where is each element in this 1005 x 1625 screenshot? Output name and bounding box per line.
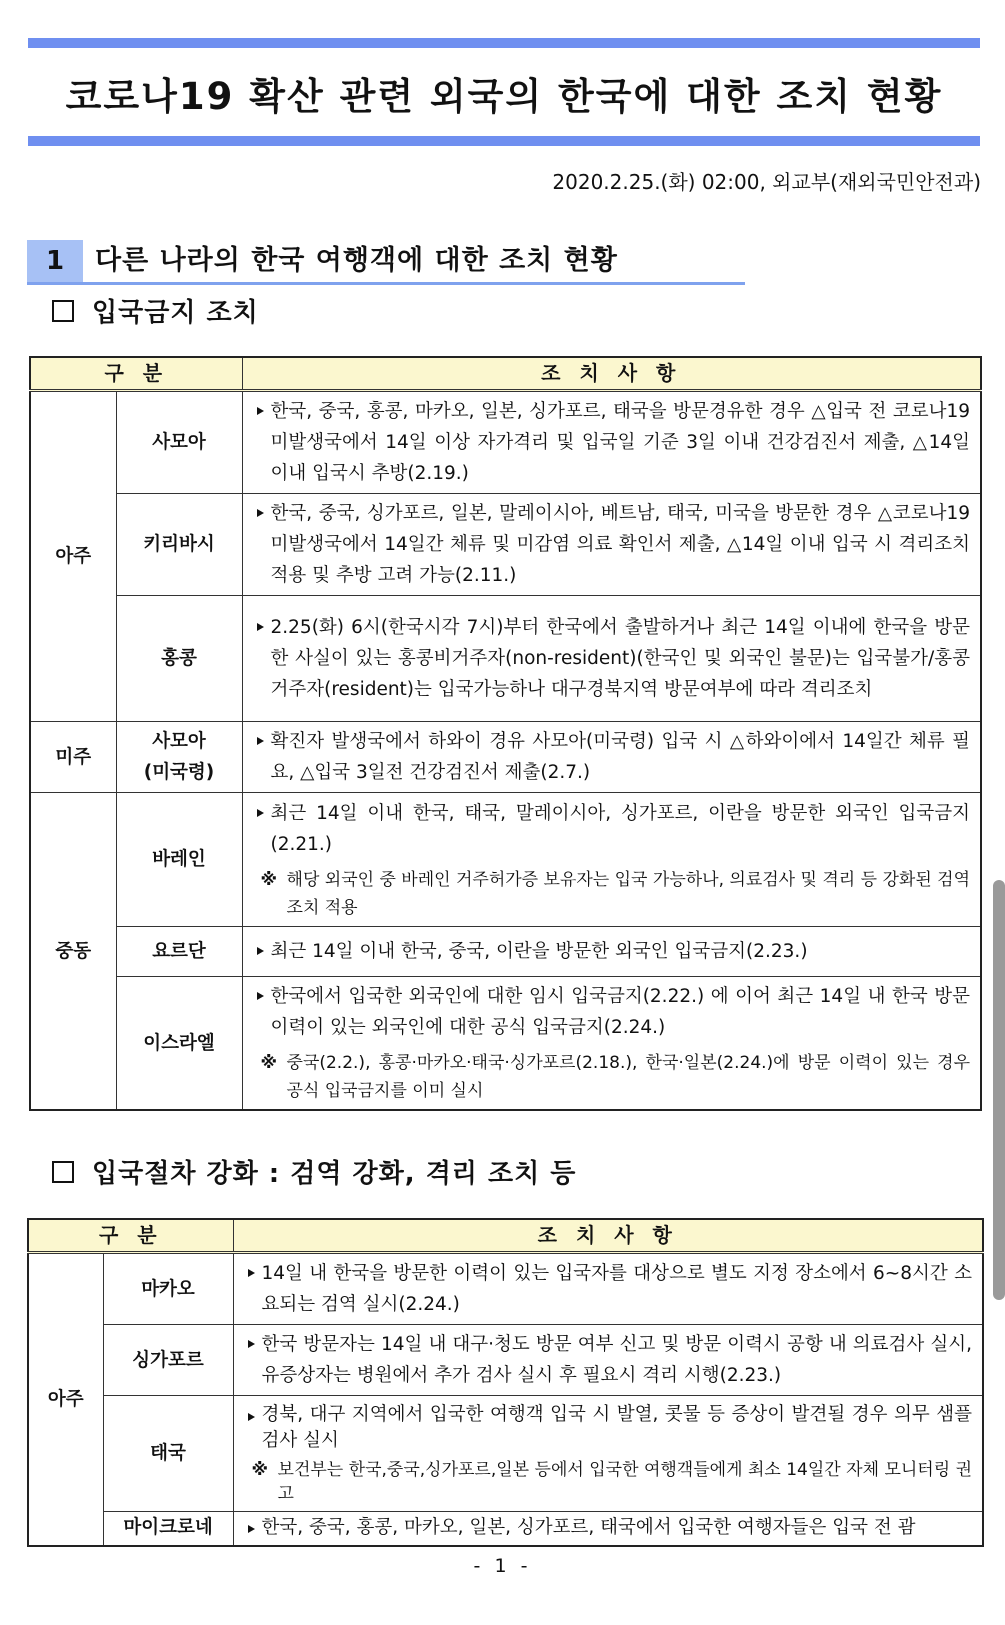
- col-category-header: 구 분: [28, 1219, 233, 1253]
- table-row: [30, 722, 981, 793]
- table-row: [30, 391, 981, 494]
- measure-cell: [233, 1325, 983, 1396]
- measure-cell: [233, 1512, 983, 1546]
- measure-text: 한국, 중국, 홍콩, 마카오, 일본, 싱가포르, 태국에서 입국한 여행자들은 입국 전 괌: [248, 1514, 973, 1542]
- checkbox-square-icon: [52, 1161, 74, 1183]
- measure-text: 한국, 중국, 싱가포르, 일본, 말레이시아, 베트남, 태국, 미국을 방문한 경우 △코로나19 미발생국에서 14일간 체류 및 미감염 의료 확인서 제출, △14일 이내 입국 시 격리조치 적용 및 추방 고려 가능(2.11.): [257, 498, 971, 591]
- table-header-row: [28, 1219, 983, 1253]
- issue-date: 2020.2.25.(화) 02:00, 외교부(재외국민안전과): [552, 170, 981, 194]
- table-row: [28, 1253, 983, 1325]
- measure-note: [257, 1049, 971, 1105]
- country-kiribati: 키리바시: [116, 494, 242, 596]
- reference-mark-icon: ※: [260, 1053, 278, 1073]
- entry-ban-heading: [52, 292, 259, 329]
- measure-note: [257, 866, 971, 922]
- table-row: [28, 1512, 983, 1546]
- measure-text: 경북, 대구 지역에서 입국한 여행객 입국 시 발열, 콧물 등 증상이 발견될 경우 의무 샘플 검사 실시: [248, 1402, 973, 1454]
- table-row: [30, 927, 981, 977]
- note-text: 중국(2.2.), 홍콩·마카오·태국·싱가포르(2.18.), 한국·일본(2.24.)에 방문 이력이 있는 경우 공식 입국금지를 이미 실시: [286, 1053, 971, 1101]
- col-measures-header: 조 치 사 항: [242, 357, 981, 391]
- country-jordan: 요르단: [116, 927, 242, 977]
- country-name-line2: (미국령): [143, 762, 215, 783]
- measure-cell: [242, 494, 981, 596]
- quarantine-heading: [52, 1153, 576, 1190]
- measure-cell: [242, 927, 981, 977]
- region-america: 미주: [30, 722, 116, 793]
- measure-cell: [242, 977, 981, 1111]
- country-israel: 이스라엘: [116, 977, 242, 1111]
- title-top-rule: [28, 38, 980, 48]
- country-bahrain: 바레인: [116, 793, 242, 927]
- checkbox-square-icon: [52, 300, 74, 322]
- measure-note: [248, 1458, 973, 1506]
- table-row: [28, 1325, 983, 1396]
- table-row: [30, 596, 981, 722]
- table-header-row: [30, 357, 981, 391]
- region-asia: 아주: [28, 1253, 103, 1546]
- measure-cell: [242, 596, 981, 722]
- quarantine-heading-text: 입국절차 강화 : 검역 강화, 격리 조치 등: [92, 1159, 577, 1189]
- table-row: [30, 977, 981, 1111]
- col-category-header: 구 분: [30, 357, 242, 391]
- region-mideast: 중동: [30, 793, 116, 1111]
- document-title: 코로나19 확산 관련 외국의 한국에 대한 조치 현황: [65, 75, 943, 118]
- country-american-samoa: [116, 722, 242, 793]
- measure-cell: [233, 1396, 983, 1512]
- country-macau: 마카오: [103, 1253, 233, 1325]
- note-text: 보건부는 한국,중국,싱가포르,일본 등에서 입국한 여행객들에게 최소 14일간 자체 모니터링 권고: [277, 1459, 973, 1504]
- measure-cell: [242, 722, 981, 793]
- measure-text: 한국 방문자는 14일 내 대구·청도 방문 여부 신고 및 방문 이력시 공항 내 의료검사 실시, 유증상자는 병원에서 추가 검사 실시 후 필요시 격리 시행(2.23.): [248, 1329, 973, 1391]
- scrollbar-thumb[interactable]: [993, 880, 1005, 1300]
- reference-mark-icon: ※: [260, 869, 278, 890]
- measure-cell: [242, 391, 981, 494]
- measure-text: 한국, 중국, 홍콩, 마카오, 일본, 싱가포르, 태국을 방문경유한 경우 △입국 전 코로나19 미발생국에서 14일 이상 자가격리 및 입국일 기준 3일 이내 건강검진서 제출, △14일 이내 입국시 추방(2.19.): [257, 396, 971, 489]
- page-number: - 1 -: [473, 1555, 532, 1577]
- quarantine-table: [27, 1218, 984, 1547]
- table-row: [30, 793, 981, 927]
- measure-text: 한국에서 입국한 외국인에 대한 임시 입국금지(2.22.) 에 이어 최근 14일 내 한국 방문 이력이 있는 외국인에 대한 공식 입국금지(2.24.): [257, 981, 971, 1043]
- entry-ban-heading-text: 입국금지 조치: [92, 298, 259, 328]
- measure-cell: [233, 1253, 983, 1325]
- measure-text: 최근 14일 이내 한국, 태국, 말레이시아, 싱가포르, 이란을 방문한 외국인 입국금지(2.21.): [257, 798, 971, 860]
- country-samoa: 사모아: [116, 391, 242, 494]
- region-asia: 아주: [30, 391, 116, 722]
- measure-text: 최근 14일 이내 한국, 중국, 이란을 방문한 외국인 입국금지(2.23.): [257, 936, 971, 967]
- section-number: 1: [27, 240, 83, 282]
- country-singapore: 싱가포르: [103, 1325, 233, 1396]
- section-title: 다른 나라의 한국 여행객에 대한 조치 현황: [95, 245, 618, 276]
- entry-ban-table: [29, 356, 982, 1111]
- country-name-line1: 사모아: [152, 731, 206, 752]
- col-measures-header: 조 치 사 항: [233, 1219, 983, 1253]
- note-text: 해당 외국인 중 바레인 거주허가증 보유자는 입국 가능하나, 의료검사 및 격리 등 강화된 검역조치 적용: [286, 869, 971, 918]
- table-row: [28, 1396, 983, 1512]
- measure-text: 14일 내 한국을 방문한 이력이 있는 입국자를 대상으로 별도 지정 장소에서 6~8시간 소요되는 검역 실시(2.24.): [248, 1258, 973, 1320]
- country-thailand: 태국: [103, 1396, 233, 1512]
- reference-mark-icon: ※: [251, 1459, 269, 1480]
- measure-text: 확진자 발생국에서 하와이 경유 사모아(미국령) 입국 시 △하와이에서 14일간 체류 필요, △입국 3일전 건강검진서 제출(2.7.): [257, 726, 971, 788]
- measure-cell: [242, 793, 981, 927]
- measure-text: 2.25(화) 6시(한국시각 7시)부터 한국에서 출발하거나 최근 14일 이내에 한국을 방문한 사실이 있는 홍콩비거주자(non-resident)(한국인 및 외국인 불문)는 입국불가/홍콩거주자(resident)는 입국가능하나 대구경북지역 방문여부에 따라 격리조치: [257, 612, 971, 705]
- table-row: [30, 494, 981, 596]
- title-bottom-rule: [28, 136, 980, 146]
- section-1-header: [27, 240, 745, 285]
- country-hongkong: 홍콩: [116, 596, 242, 722]
- country-micronesia: 마이크로네: [103, 1512, 233, 1546]
